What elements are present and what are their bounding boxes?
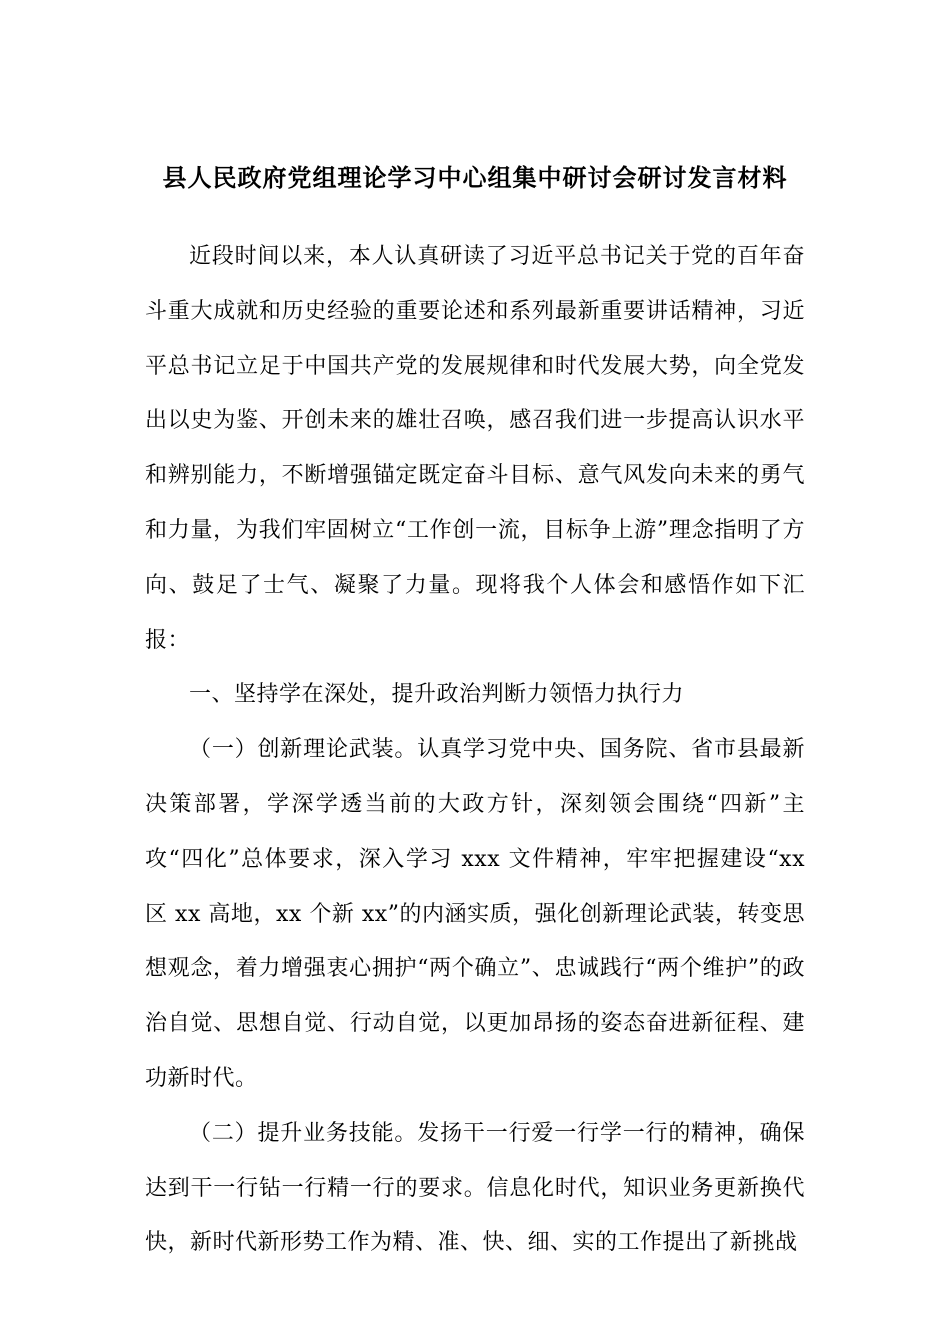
intro-paragraph: 近段时间以来，本人认真研读了习近平总书记关于党的百年奋斗重大成就和历史经验的重要论述和系列最新重要讲话精神，习近平总书记立足于中国共产党的发展规律和时代发展大势，向全党发出以史为鉴、开创未来的雄壮召唤，感召我们进一步提高认识水平和辨别能力，不断增强锚定既定奋斗目标、意气风发向未来的勇气和力量，为我们牢固树立“工作创一流，目标争上游”理念指明了方向、鼓足了士气、凝聚了力量。现将我个人体会和感悟作如下汇报：: [145, 244, 805, 653]
section-heading-1: 一、坚持学在深处，提升政治判断力领悟力执行力: [189, 682, 685, 708]
subsection-paragraph-1: （一）创新理论武装。认真学习党中央、国务院、省市县最新决策部署，学深学透当前的大政方针，深刻领会围绕“四新”主攻“四化”总体要求，深入学习 xxx 文件精神，牢牢把握建设“xx 区 xx 高地，xx 个新 xx”的内涵实质，强化创新理论武装，转变思想观念，着力增强衷心拥护“两个确立”、忠诚践行“两个维护”的政治自觉、思想自觉、行动自觉，以更加昂扬的姿态奋进新征程、建功新时代。: [145, 737, 805, 1091]
document-body: [145, 230, 805, 1271]
subsection-paragraph-2: （二）提升业务技能。发扬干一行爱一行学一行的精神，确保达到干一行钻一行精一行的要求。信息化时代，知识业务更新换代快，新时代新形势工作为精、准、快、细、实的工作提出了新挑战: [145, 1120, 805, 1256]
document-title: 县人民政府党组理论学习中心组集中研讨会研讨发言材料: [162, 163, 788, 192]
